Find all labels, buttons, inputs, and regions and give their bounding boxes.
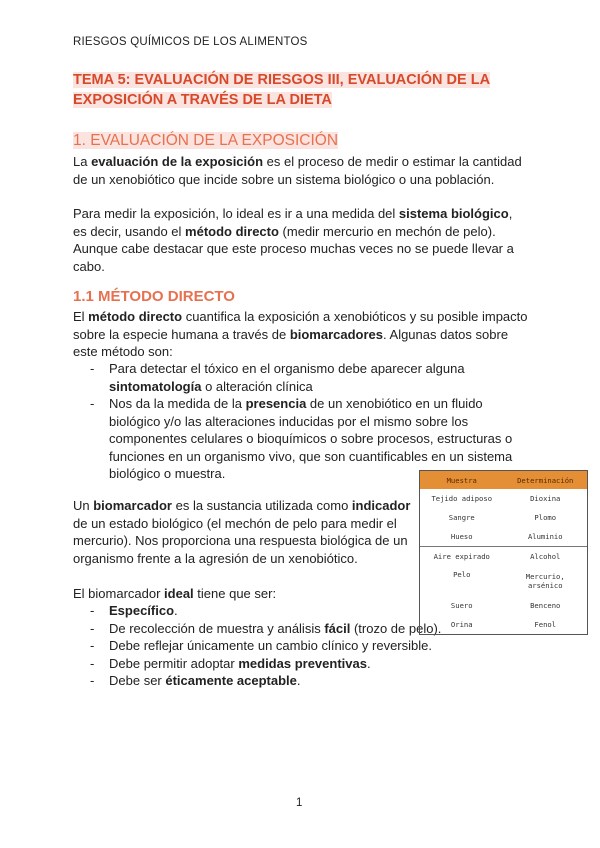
table-row: Hueso Aluminio [450,532,563,541]
paragraph-definition: La evaluación de la exposición es el proceso de medir o estimar la cantidad de un xenobiótico que incide sobre un sistema biológico o una población. [73,154,522,187]
table-row: Aire expirado Alcohol [420,547,587,567]
table-row: Tejido adiposo Dioxina [431,494,561,503]
table-row: Pelo Mercurio, arsénico [453,570,565,590]
list-item: - De recolección de muestra y análisis fácil (trozo de pelo). [73,620,523,638]
list-item: - Nos da la medida de la presencia de un xenobiótico en un fluido biológico y/o las alteraciones inducidas por el mismo sobre los componentes celulares o bioquímicos o sobre procesos, estructuras o funciones en un organismo vivo, que son cuantificables en un sistema biológico o muestra. [73,395,523,483]
section-heading-1-1: 1.1 MÉTODO DIRECTO [73,288,235,305]
list-item: - Debe permitir adoptar medidas preventivas. [73,655,523,673]
list-item: - Específico. [73,602,523,620]
table-row: Sangre Plomo [448,513,557,522]
table-row: Orina Fenol [450,620,557,629]
table-header-sample: Muestra [420,471,504,489]
list-item: - Debe ser éticamente aceptable. [73,672,523,690]
biomarker-table [419,470,588,635]
document-title: TEMA 5: EVALUACIÓN DE RIESGOS III, EVALUACIÓN DE LA EXPOSICIÓN A TRAVÉS DE LA DIETA [73,72,491,108]
paragraph-measurement: Para medir la exposición, lo ideal es ir a una medida del sistema biológico, es decir, usando el método directo (medir mercurio en mechón de pelo). Aunque cabe destacar que este proceso muchas veces no se puede llevar a cabo. [73,206,514,274]
paragraph-direct-method: El método directo cuantifica la exposición a xenobióticos y su posible impacto sobre la especie humana a través de biomarcadores. Algunas datos sobre este método son: [73,309,528,359]
running-header: RIESGOS QUÍMICOS DE LOS ALIMENTOS [73,36,308,48]
section-heading-1: 1. EVALUACIÓN DE LA EXPOSICIÓN [73,132,339,149]
page-number: 1 [296,797,303,809]
list-item: - Para detectar el tóxico en el organismo debe aparecer alguna sintomatología o alteración clínica [73,360,523,395]
list-item: - Debe reflejar únicamente un cambio clínico y reversible. [73,637,523,655]
table-row: Suero Benceno [450,601,561,610]
paragraph-ideal: El biomarcador ideal tiene que ser: [73,586,277,601]
paragraph-biomarker: Un biomarcador es la sustancia utilizada como indicador de un estado biológico (el mechón de pelo para medir el mercurio). Nos proporciona una respuesta biológica de un organismo frente a la agresión de un xenobiótico. [73,498,411,566]
direct-method-list [73,360,523,483]
table-header-determination: Determinación [504,471,588,489]
